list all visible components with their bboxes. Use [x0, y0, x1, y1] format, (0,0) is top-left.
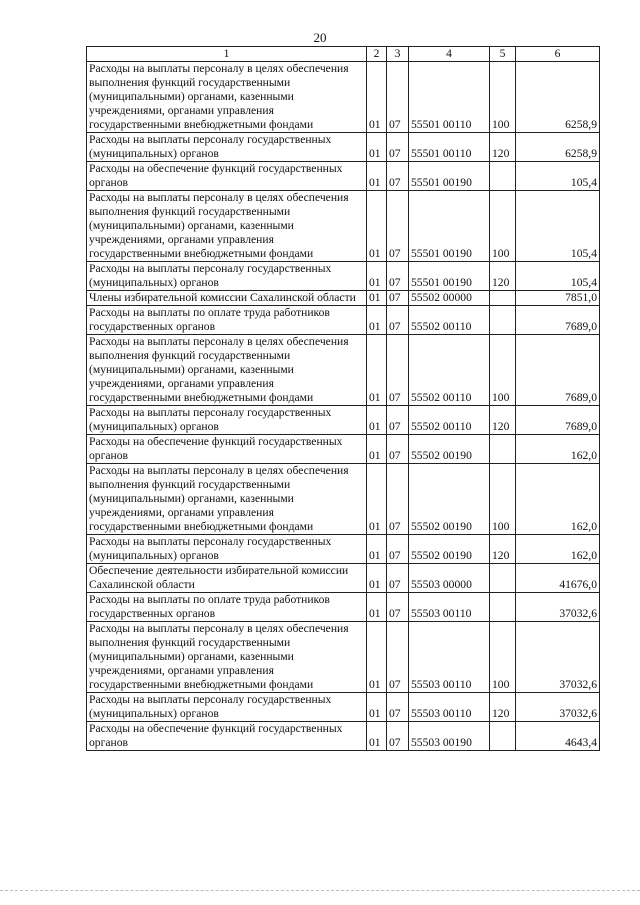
row-csr-cell: 55501 00190 — [409, 262, 490, 291]
row-pr-cell: 07 — [387, 564, 409, 593]
table-row — [87, 435, 600, 464]
row-vr-cell — [490, 564, 516, 593]
row-pr-cell: 07 — [387, 335, 409, 406]
row-sum-cell: 7689,0 — [516, 306, 600, 335]
row-csr-cell: 55502 00190 — [409, 464, 490, 535]
row-sum-cell: 41676,0 — [516, 564, 600, 593]
row-name-cell: Расходы на выплаты персоналу государственных (муниципальных) органов — [87, 693, 367, 722]
row-vr-cell: 100 — [490, 622, 516, 693]
table-row — [87, 693, 600, 722]
budget-table — [86, 46, 600, 751]
row-sum-cell: 7851,0 — [516, 291, 600, 306]
row-sum-cell: 105,4 — [516, 191, 600, 262]
row-sum-cell: 4643,4 — [516, 722, 600, 751]
row-csr-cell: 55503 00000 — [409, 564, 490, 593]
table-row — [87, 291, 600, 306]
row-csr-cell: 55502 00000 — [409, 291, 490, 306]
row-name-cell: Расходы на выплаты персоналу в целях обеспечения выполнения функций государственными (муниципальными) органами, казенными учреждениями, органами управления государственными внебюджетными фондами — [87, 335, 367, 406]
row-csr-cell: 55503 00110 — [409, 593, 490, 622]
row-pr-cell: 07 — [387, 535, 409, 564]
row-rz-cell: 01 — [367, 435, 387, 464]
row-sum-cell: 105,4 — [516, 262, 600, 291]
row-vr-cell: 100 — [490, 191, 516, 262]
row-vr-cell: 120 — [490, 133, 516, 162]
row-sum-cell: 37032,6 — [516, 593, 600, 622]
row-vr-cell: 120 — [490, 693, 516, 722]
row-sum-cell: 7689,0 — [516, 406, 600, 435]
row-sum-cell: 37032,6 — [516, 693, 600, 722]
row-rz-cell: 01 — [367, 564, 387, 593]
row-vr-cell — [490, 722, 516, 751]
row-pr-cell: 07 — [387, 133, 409, 162]
row-name-cell: Расходы на выплаты персоналу государственных (муниципальных) органов — [87, 262, 367, 291]
row-rz-cell: 01 — [367, 306, 387, 335]
row-name-cell: Расходы на выплаты персоналу государственных (муниципальных) органов — [87, 535, 367, 564]
row-name-cell: Члены избирательной комиссии Сахалинской области — [87, 291, 367, 306]
table-row — [87, 464, 600, 535]
table-row — [87, 406, 600, 435]
table-row — [87, 622, 600, 693]
row-csr-cell: 55503 00110 — [409, 693, 490, 722]
row-name-cell: Расходы на выплаты персоналу в целях обеспечения выполнения функций государственными (муниципальными) органами, казенными учреждениями, органами управления государственными внебюджетными фондами — [87, 622, 367, 693]
row-sum-cell: 6258,9 — [516, 133, 600, 162]
scan-artifact-line — [0, 890, 640, 891]
header-pr-col: 3 — [387, 47, 409, 62]
row-rz-cell: 01 — [367, 535, 387, 564]
row-csr-cell: 55501 00190 — [409, 162, 490, 191]
row-sum-cell: 162,0 — [516, 464, 600, 535]
table-row — [87, 191, 600, 262]
row-vr-cell — [490, 593, 516, 622]
table-row — [87, 593, 600, 622]
row-vr-cell: 120 — [490, 262, 516, 291]
table-row — [87, 306, 600, 335]
row-vr-cell: 100 — [490, 464, 516, 535]
row-pr-cell: 07 — [387, 406, 409, 435]
row-name-cell: Обеспечение деятельности избирательной комиссии Сахалинской области — [87, 564, 367, 593]
row-rz-cell: 01 — [367, 262, 387, 291]
row-csr-cell: 55501 00110 — [409, 62, 490, 133]
table-row — [87, 162, 600, 191]
row-name-cell: Расходы на выплаты персоналу в целях обеспечения выполнения функций государственными (муниципальными) органами, казенными учреждениями, органами управления государственными внебюджетными фондами — [87, 62, 367, 133]
table-row — [87, 133, 600, 162]
row-name-cell: Расходы на обеспечение функций государственных органов — [87, 722, 367, 751]
row-pr-cell: 07 — [387, 62, 409, 133]
row-vr-cell: 120 — [490, 535, 516, 564]
header-vr-col: 5 — [490, 47, 516, 62]
row-pr-cell: 07 — [387, 306, 409, 335]
row-csr-cell: 55502 00110 — [409, 306, 490, 335]
row-csr-cell: 55501 00190 — [409, 191, 490, 262]
row-rz-cell: 01 — [367, 133, 387, 162]
row-rz-cell: 01 — [367, 593, 387, 622]
row-rz-cell: 01 — [367, 464, 387, 535]
row-rz-cell: 01 — [367, 62, 387, 133]
row-rz-cell: 01 — [367, 291, 387, 306]
row-name-cell: Расходы на выплаты персоналу в целях обеспечения выполнения функций государственными (муниципальными) органами, казенными учреждениями, органами управления государственными внебюджетными фондами — [87, 191, 367, 262]
row-vr-cell — [490, 435, 516, 464]
row-name-cell: Расходы на выплаты персоналу государственных (муниципальных) органов — [87, 406, 367, 435]
table-row — [87, 535, 600, 564]
row-sum-cell: 162,0 — [516, 435, 600, 464]
row-vr-cell — [490, 291, 516, 306]
row-pr-cell: 07 — [387, 593, 409, 622]
table-row — [87, 722, 600, 751]
row-rz-cell: 01 — [367, 406, 387, 435]
row-csr-cell: 55502 00190 — [409, 535, 490, 564]
header-rz-col: 2 — [367, 47, 387, 62]
row-name-cell: Расходы на выплаты по оплате труда работников государственных органов — [87, 593, 367, 622]
row-name-cell: Расходы на обеспечение функций государственных органов — [87, 162, 367, 191]
row-rz-cell: 01 — [367, 693, 387, 722]
row-name-cell: Расходы на выплаты персоналу государственных (муниципальных) органов — [87, 133, 367, 162]
row-vr-cell — [490, 306, 516, 335]
row-vr-cell — [490, 162, 516, 191]
header-sum-col: 6 — [516, 47, 600, 62]
row-pr-cell: 07 — [387, 162, 409, 191]
row-csr-cell: 55502 00110 — [409, 406, 490, 435]
page-number: 20 — [313, 30, 327, 45]
row-pr-cell: 07 — [387, 191, 409, 262]
header-name-col: 1 — [87, 47, 367, 62]
row-pr-cell: 07 — [387, 435, 409, 464]
row-rz-cell: 01 — [367, 162, 387, 191]
row-sum-cell: 37032,6 — [516, 622, 600, 693]
row-pr-cell: 07 — [387, 464, 409, 535]
table-row — [87, 62, 600, 133]
row-csr-cell: 55502 00110 — [409, 335, 490, 406]
row-rz-cell: 01 — [367, 622, 387, 693]
row-csr-cell: 55501 00110 — [409, 133, 490, 162]
row-pr-cell: 07 — [387, 622, 409, 693]
row-pr-cell: 07 — [387, 693, 409, 722]
table-row — [87, 564, 600, 593]
row-pr-cell: 07 — [387, 291, 409, 306]
header-csr-col: 4 — [409, 47, 490, 62]
row-name-cell: Расходы на выплаты по оплате труда работников государственных органов — [87, 306, 367, 335]
row-vr-cell: 100 — [490, 335, 516, 406]
row-csr-cell: 55503 00110 — [409, 622, 490, 693]
row-sum-cell: 7689,0 — [516, 335, 600, 406]
row-sum-cell: 6258,9 — [516, 62, 600, 133]
row-name-cell: Расходы на обеспечение функций государственных органов — [87, 435, 367, 464]
table-header-row — [87, 47, 600, 62]
row-name-cell: Расходы на выплаты персоналу в целях обеспечения выполнения функций государственными (муниципальными) органами, казенными учреждениями, органами управления государственными внебюджетными фондами — [87, 464, 367, 535]
row-csr-cell: 55502 00190 — [409, 435, 490, 464]
row-rz-cell: 01 — [367, 335, 387, 406]
row-pr-cell: 07 — [387, 262, 409, 291]
row-sum-cell: 105,4 — [516, 162, 600, 191]
table-row — [87, 262, 600, 291]
row-vr-cell: 120 — [490, 406, 516, 435]
row-vr-cell: 100 — [490, 62, 516, 133]
row-pr-cell: 07 — [387, 722, 409, 751]
row-csr-cell: 55503 00190 — [409, 722, 490, 751]
row-sum-cell: 162,0 — [516, 535, 600, 564]
row-rz-cell: 01 — [367, 191, 387, 262]
row-rz-cell: 01 — [367, 722, 387, 751]
table-row — [87, 335, 600, 406]
